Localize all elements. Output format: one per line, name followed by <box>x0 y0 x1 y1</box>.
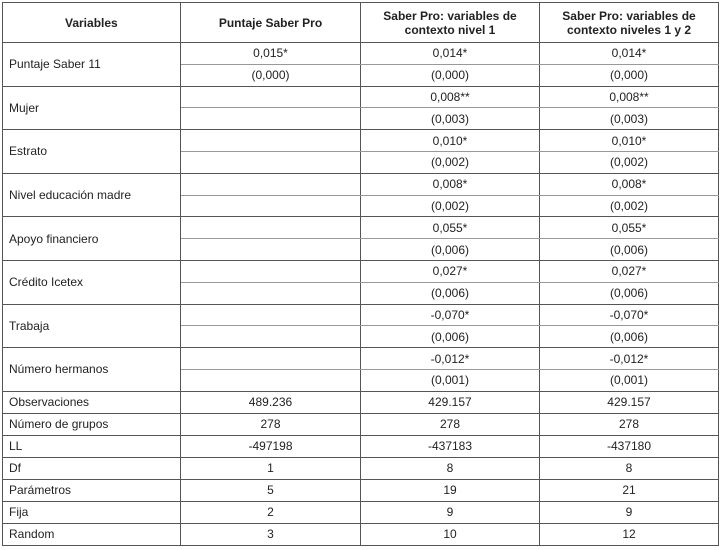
statistic-label: Parámetros <box>3 479 181 501</box>
statistic-row <box>3 523 719 545</box>
statistic-value: 5 <box>181 479 361 501</box>
coefficient-cell: -0,012* <box>540 348 719 370</box>
statistic-value: 2 <box>181 501 361 523</box>
statistic-value: 278 <box>361 413 540 435</box>
statistic-value: 10 <box>361 523 540 545</box>
statistic-row <box>3 457 719 479</box>
coefficient-cell: -0,070* <box>540 304 719 326</box>
standard-error-cell: (0,003) <box>540 108 719 130</box>
standard-error-cell: (0,006) <box>540 282 719 304</box>
standard-error-cell <box>181 326 361 348</box>
header-contexto-nivel-1: Saber Pro: variables de contexto nivel 1 <box>361 3 540 43</box>
coefficient-row <box>3 217 719 239</box>
standard-error-cell: (0,000) <box>540 64 719 86</box>
coefficient-row <box>3 348 719 370</box>
statistic-value: 19 <box>361 479 540 501</box>
statistic-label: Df <box>3 457 181 479</box>
coefficient-row <box>3 260 719 282</box>
standard-error-cell: (0,006) <box>540 239 719 261</box>
standard-error-cell: (0,006) <box>361 326 540 348</box>
coefficient-cell <box>181 173 361 195</box>
coefficient-cell: 0,014* <box>540 43 719 65</box>
coefficient-cell: 0,027* <box>361 260 540 282</box>
statistic-value: 429.157 <box>361 391 540 413</box>
standard-error-cell: (0,000) <box>361 64 540 86</box>
statistic-value: 8 <box>540 457 719 479</box>
variable-label: Nivel educación madre <box>3 173 181 217</box>
statistic-row <box>3 391 719 413</box>
coefficient-cell: 0,008** <box>540 86 719 108</box>
standard-error-cell: (0,006) <box>361 282 540 304</box>
statistic-value: 8 <box>361 457 540 479</box>
variable-label: Número hermanos <box>3 348 181 392</box>
variable-label: Mujer <box>3 86 181 130</box>
coefficient-cell: 0,010* <box>361 130 540 152</box>
standard-error-cell <box>181 282 361 304</box>
coefficient-cell: 0,055* <box>361 217 540 239</box>
coefficient-cell <box>181 260 361 282</box>
standard-error-cell <box>181 151 361 173</box>
statistic-label: LL <box>3 435 181 457</box>
statistic-value: 21 <box>540 479 719 501</box>
statistic-value: 9 <box>540 501 719 523</box>
standard-error-cell: (0,002) <box>361 195 540 217</box>
standard-error-cell <box>181 108 361 130</box>
standard-error-cell: (0,006) <box>540 326 719 348</box>
standard-error-cell: (0,002) <box>540 195 719 217</box>
standard-error-cell <box>181 369 361 391</box>
coefficient-cell <box>181 217 361 239</box>
coefficient-row <box>3 130 719 152</box>
statistic-row <box>3 501 719 523</box>
statistic-value: 489.236 <box>181 391 361 413</box>
statistic-label: Observaciones <box>3 391 181 413</box>
statistic-row <box>3 413 719 435</box>
coefficient-row <box>3 173 719 195</box>
header-row <box>3 3 719 43</box>
coefficient-row <box>3 43 719 65</box>
standard-error-cell <box>181 239 361 261</box>
standard-error-cell: (0,002) <box>361 151 540 173</box>
coefficient-cell <box>181 304 361 326</box>
statistic-value: -497198 <box>181 435 361 457</box>
variable-label: Crédito Icetex <box>3 260 181 304</box>
coefficient-cell: 0,010* <box>540 130 719 152</box>
statistic-value: 9 <box>361 501 540 523</box>
header-variables: Variables <box>3 3 181 43</box>
statistic-value: 3 <box>181 523 361 545</box>
coefficient-cell <box>181 130 361 152</box>
variable-label: Apoyo financiero <box>3 217 181 261</box>
coefficient-row <box>3 86 719 108</box>
statistic-label: Random <box>3 523 181 545</box>
table-body <box>3 43 719 546</box>
coefficient-cell: 0,055* <box>540 217 719 239</box>
standard-error-cell: (0,001) <box>540 369 719 391</box>
regression-results-table <box>2 2 719 546</box>
standard-error-cell: (0,006) <box>361 239 540 261</box>
statistic-label: Número de grupos <box>3 413 181 435</box>
coefficient-cell: -0,070* <box>361 304 540 326</box>
coefficient-cell: 0,014* <box>361 43 540 65</box>
statistic-value: 278 <box>181 413 361 435</box>
table-header <box>3 3 719 43</box>
header-contexto-niveles-1-2: Saber Pro: variables de contexto niveles 1 y 2 <box>540 3 719 43</box>
coefficient-cell <box>181 348 361 370</box>
coefficient-cell: 0,008** <box>361 86 540 108</box>
coefficient-cell: 0,008* <box>361 173 540 195</box>
statistic-label: Fija <box>3 501 181 523</box>
statistic-value: 278 <box>540 413 719 435</box>
statistic-row <box>3 479 719 501</box>
coefficient-cell: 0,015* <box>181 43 361 65</box>
variable-label: Trabaja <box>3 304 181 348</box>
coefficient-cell: 0,027* <box>540 260 719 282</box>
standard-error-cell: (0,000) <box>181 64 361 86</box>
statistic-value: -437180 <box>540 435 719 457</box>
standard-error-cell <box>181 195 361 217</box>
statistic-value: 429.157 <box>540 391 719 413</box>
standard-error-cell: (0,002) <box>540 151 719 173</box>
coefficient-cell: 0,008* <box>540 173 719 195</box>
statistic-value: 12 <box>540 523 719 545</box>
standard-error-cell: (0,003) <box>361 108 540 130</box>
statistic-value: 1 <box>181 457 361 479</box>
statistic-value: -437183 <box>361 435 540 457</box>
header-puntaje-saber-pro: Puntaje Saber Pro <box>181 3 361 43</box>
coefficient-row <box>3 304 719 326</box>
statistic-row <box>3 435 719 457</box>
standard-error-cell: (0,001) <box>361 369 540 391</box>
variable-label: Estrato <box>3 130 181 174</box>
coefficient-cell <box>181 86 361 108</box>
variable-label: Puntaje Saber 11 <box>3 43 181 87</box>
coefficient-cell: -0,012* <box>361 348 540 370</box>
